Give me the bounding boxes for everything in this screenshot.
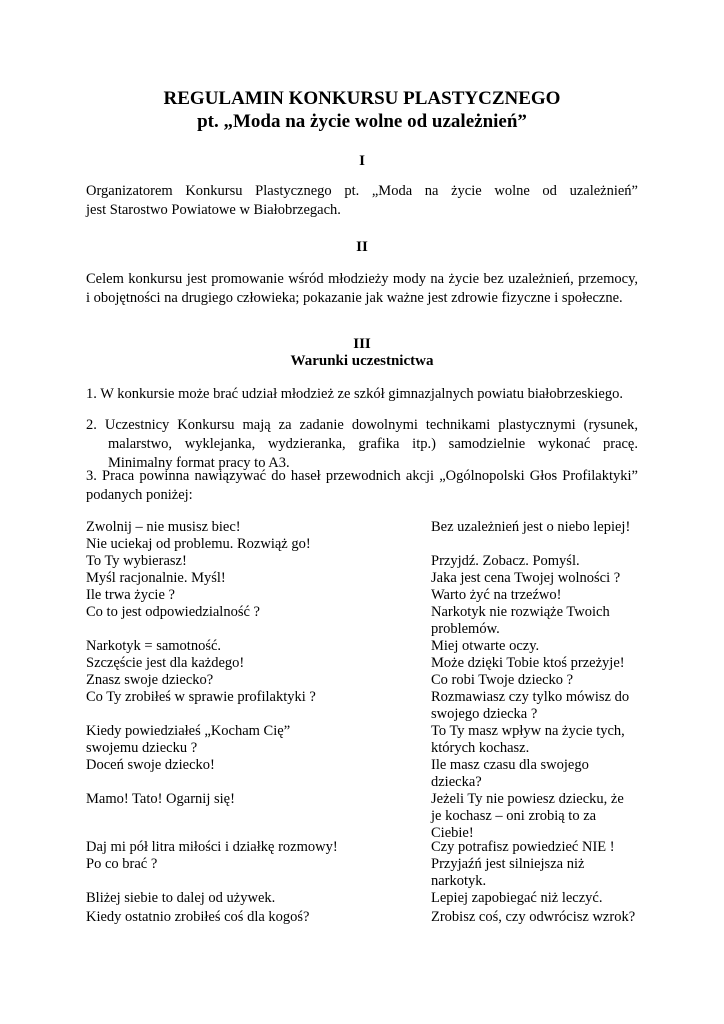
slogan-right: Jaka jest cena Twojej wolności ?: [431, 570, 621, 586]
slogan-right: Warto żyć na trzeźwo!: [431, 587, 562, 603]
slogan-left: Mamo! Tato! Ogarnij się!: [86, 791, 235, 807]
section-2-line: i obojętności na drugiego człowieka; pokazanie jak ważne jest zdrowie fizyczne i społeczne.: [86, 290, 623, 306]
condition-line: Minimalny format pracy to A3.: [108, 455, 290, 471]
section-1-paragraph: [86, 182, 638, 220]
slogan-left: Myśl racjonalnie. Myśl!: [86, 570, 226, 586]
section-1-numeral: I: [359, 153, 365, 169]
slogan-left: Ile trwa życie ?: [86, 587, 175, 603]
slogan-right: Rozmawiasz czy tylko mówisz do: [431, 689, 630, 705]
slogan-right: Ciebie!: [431, 825, 474, 841]
slogan-right: których kochasz.: [431, 740, 530, 756]
section-1-line: jest Starostwo Powiatowe w Białobrzegach.: [86, 202, 341, 218]
slogan-right: swojego dziecka ?: [431, 706, 538, 722]
slogan-right: Jeżeli Ty nie powiesz dziecku, że: [431, 791, 624, 807]
section-1-line: Organizatorem Konkursu Plastycznego pt. „Moda na życie wolne od uzależnień”: [86, 183, 638, 199]
slogan-left: Narkotyk = samotność.: [86, 638, 222, 654]
slogan-left: Po co brać ?: [86, 856, 158, 872]
slogan-right: Bez uzależnień jest o niebo lepiej!: [431, 519, 631, 535]
document-subtitle: pt. „Moda na życie wolne od uzależnień”: [197, 111, 527, 132]
section-2-line: Celem konkursu jest promowanie wśród młodzieży mody na życie bez uzależnień, przemocy,: [86, 271, 638, 287]
section-2-numeral: II: [356, 239, 368, 255]
slogan-left: Szczęście jest dla każdego!: [86, 655, 245, 671]
slogan-right: Ile masz czasu dla swojego: [431, 757, 589, 773]
slogan-right: Zrobisz coś, czy odwrócisz wzrok?: [431, 909, 636, 925]
slogan-right: Lepiej zapobiegać niż leczyć.: [431, 890, 603, 906]
slogan-left: Co to jest odpowiedzialność ?: [86, 604, 260, 620]
condition-item-2: [86, 416, 638, 473]
slogan-right: Narkotyk nie rozwiąże Twoich: [431, 604, 610, 620]
slogan-left: Nie uciekaj od problemu. Rozwiąż go!: [86, 536, 311, 552]
slogan-right: dziecka?: [431, 774, 482, 790]
slogan-left: Bliżej siebie to dalej od używek.: [86, 890, 276, 906]
slogan-right: problemów.: [431, 621, 500, 637]
slogan-right: Przyjdź. Zobacz. Pomyśl.: [431, 553, 580, 569]
condition-line: 1. W konkursie może brać udział młodzież ze szkół gimnazjalnych powiatu białobrzeskiego.: [86, 386, 623, 402]
slogan-right: Czy potrafisz powiedzieć NIE !: [431, 839, 615, 855]
condition-line: malarstwo, wyklejanka, wydzieranka, grafika itp.) samodzielnie wykonać pracę.: [108, 436, 638, 452]
section-3-heading: Warunki uczestnictwa: [290, 353, 434, 369]
slogan-left: Co Ty zrobiłeś w sprawie profilaktyki ?: [86, 689, 316, 705]
slogan-left: Daj mi pół litra miłości i działkę rozmowy!: [86, 839, 338, 855]
slogan-right: narkotyk.: [431, 873, 487, 889]
condition-line: 3. Praca powinna nawiązywać do haseł przewodnich akcji „Ogólnopolski Głos Profilaktyki”: [86, 468, 638, 484]
slogan-left: Znasz swoje dziecko?: [86, 672, 214, 688]
section-2-paragraph: [86, 270, 638, 308]
slogan-left: Zwolnij – nie musisz biec!: [86, 519, 241, 535]
slogan-left: Kiedy powiedziałeś „Kocham Cię”: [86, 723, 291, 739]
slogan-left: swojemu dziecku ?: [86, 740, 198, 756]
slogan-left: Kiedy ostatnio zrobiłeś coś dla kogoś?: [86, 909, 310, 925]
section-3-numeral: III: [353, 336, 371, 352]
slogan-right: Może dzięki Tobie ktoś przeżyje!: [431, 655, 625, 671]
slogan-right: Miej otwarte oczy.: [431, 638, 540, 654]
slogan-left: Doceń swoje dziecko!: [86, 757, 215, 773]
slogan-right: Co robi Twoje dziecko ?: [431, 672, 574, 688]
document-title: REGULAMIN KONKURSU PLASTYCZNEGO: [163, 88, 561, 109]
slogan-right: Przyjaźń jest silniejsza niż: [431, 856, 585, 872]
condition-line: podanych poniżej:: [86, 487, 193, 503]
slogan-right: je kochasz – oni zrobią to za: [431, 808, 597, 824]
slogan-right: To Ty masz wpływ na życie tych,: [431, 723, 625, 739]
condition-line: 2. Uczestnicy Konkursu mają za zadanie dowolnymi technikami plastycznymi (rysunek,: [86, 417, 638, 433]
slogan-left: To Ty wybierasz!: [86, 553, 187, 569]
condition-item-1: [86, 385, 638, 404]
condition-item-3: [86, 467, 638, 505]
